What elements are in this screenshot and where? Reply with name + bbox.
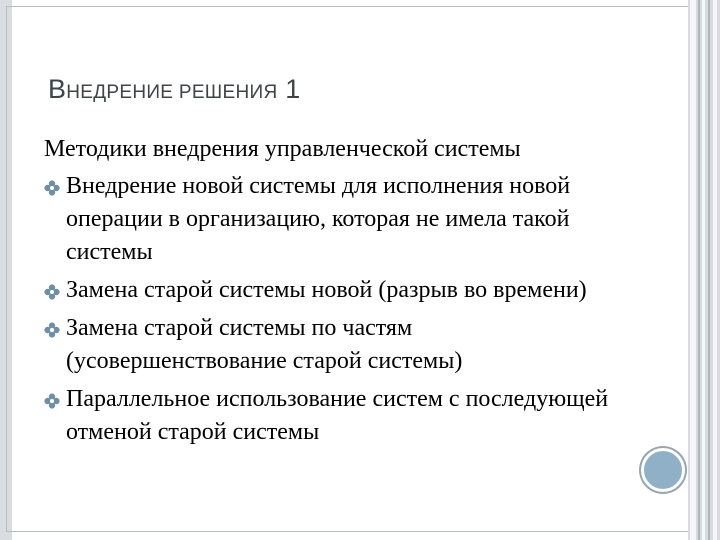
- slide-content: [44, 133, 634, 454]
- slide-title: [48, 74, 300, 105]
- bullet-text: Параллельное использование систем с последующей отменой старой системы: [66, 386, 609, 445]
- bullet-text: Замена старой системы новой (разрыв во времени): [66, 277, 587, 303]
- title-number: 1: [285, 74, 301, 104]
- list-item: [44, 170, 634, 269]
- flower-bullet-icon: [44, 393, 60, 409]
- flower-bullet-icon: [44, 322, 60, 338]
- bullet-text: Внедрение новой системы для исполнения новой операции в организацию, которая не имела такой системы: [66, 173, 571, 265]
- title-rest: НЕДРЕНИЕ РЕШЕНИЯ: [66, 82, 278, 103]
- list-item: [44, 383, 634, 449]
- right-decorative-stripes: [688, 0, 720, 540]
- bullet-text: Замена старой системы по частям (усовершенствование старой системы): [66, 315, 463, 374]
- bullet-list: [44, 170, 634, 449]
- list-item: [44, 312, 634, 378]
- decorative-circle: [641, 448, 685, 492]
- flower-bullet-icon: [44, 180, 60, 196]
- flower-bullet-icon: [44, 284, 60, 300]
- lead-text: Методики внедрения управленческой системы: [44, 136, 521, 162]
- list-item: [44, 274, 634, 307]
- title-initial: В: [48, 74, 67, 104]
